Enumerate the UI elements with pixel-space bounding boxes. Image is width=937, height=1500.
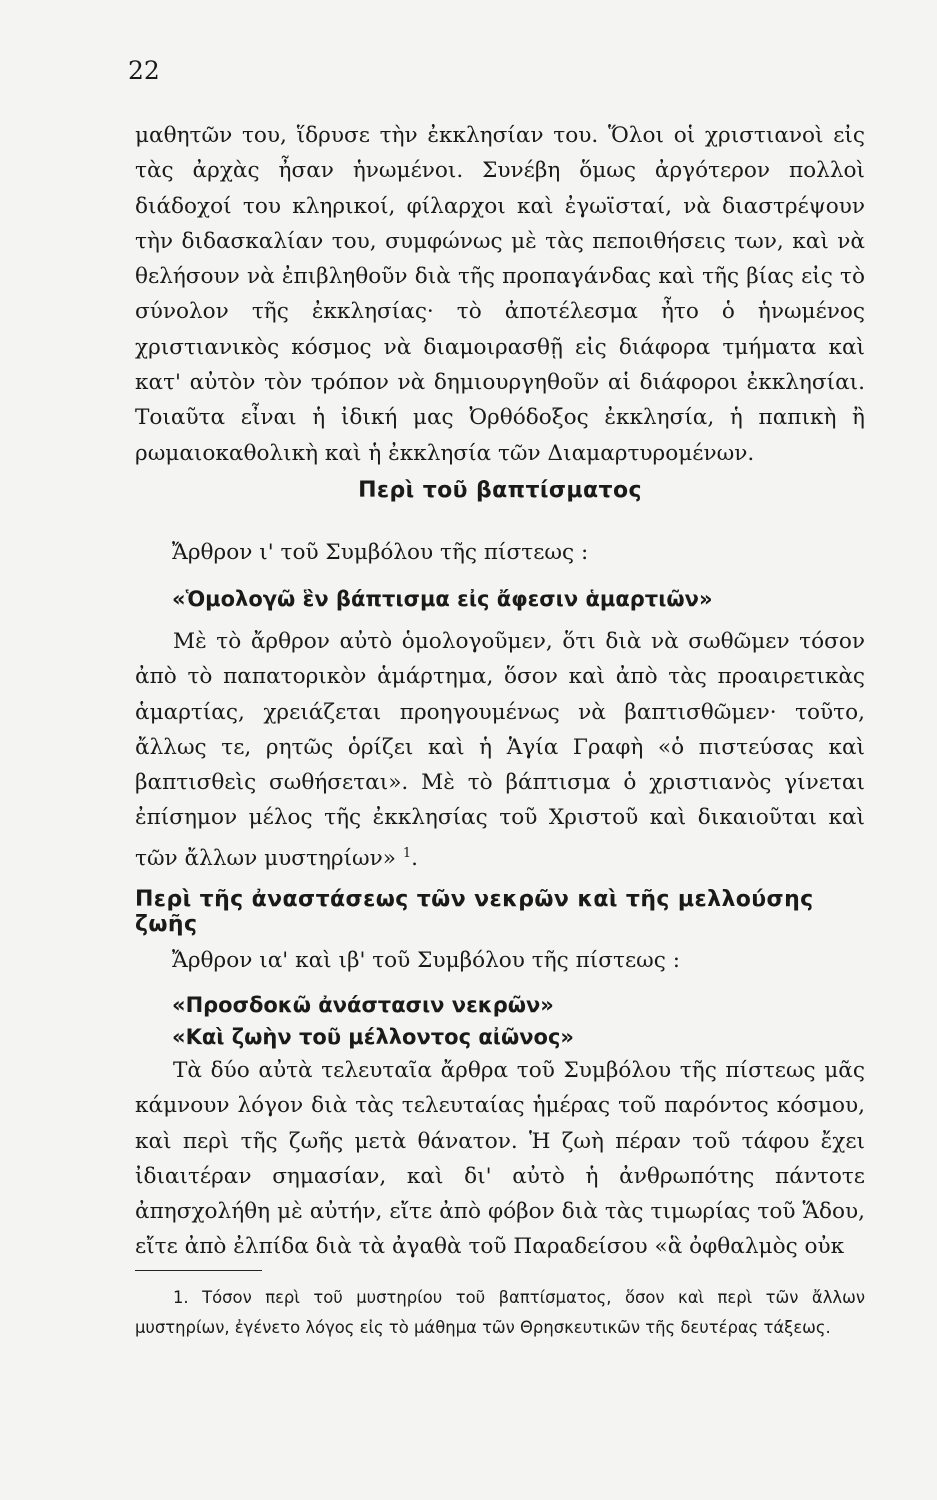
section-heading-baptism: Περὶ τοῦ βαπτίσματος bbox=[358, 478, 642, 503]
article-reference-resurrection: Ἄρθρον ια' καὶ ιβ' τοῦ Συμβόλου τῆς πίστεως : bbox=[172, 948, 680, 973]
baptism-paragraph-end: . bbox=[411, 845, 418, 871]
resurrection-paragraph-block bbox=[135, 1053, 865, 1265]
article-reference-baptism: Ἄρθρον ι' τοῦ Συμβόλου τῆς πίστεως : bbox=[172, 540, 589, 565]
creed-quote-baptism: «Ὁμολογῶ ἓν βάπτισμα εἰς ἄφεσιν ἁμαρτιῶν» bbox=[172, 587, 713, 611]
baptism-paragraph bbox=[135, 624, 865, 876]
page-number: 22 bbox=[128, 56, 160, 85]
section-heading-resurrection: Περὶ τῆς ἀναστάσεως τῶν νεκρῶν καὶ τῆς μελλούσης ζωῆς bbox=[135, 887, 814, 937]
creed-quote-resurrection: «Προσδοκῶ ἀνάστασιν νεκρῶν» bbox=[172, 993, 554, 1017]
intro-paragraph-block bbox=[135, 118, 865, 471]
footnote-reference[interactable]: 1 bbox=[402, 845, 412, 861]
baptism-paragraph-block bbox=[135, 624, 865, 876]
intro-paragraph: μαθητῶν του, ἵδρυσε τὴν ἐκκλησίαν του. Ὅλοι οἱ χριστιανοὶ εἰς τὰς ἀρχὰς ἦσαν ἡνωμένοι. Συνέβη ὅμως ἀργότερον πολλοὶ διάδοχοί του κληρικοί, φίλαρχοι καὶ ἐγωϊσταί, νὰ διαστρέψουν τὴν διδασκαλίαν του, συμφώνως μὲ τὰς πεποιθήσεις των, καὶ νὰ θελήσουν νὰ ἐπιβληθοῦν διὰ τῆς προπαγάνδας καὶ τῆς βίας εἰς τὸ σύνολον τῆς ἐκκλησίας· τὸ ἀποτέλεσμα ἦτο ὁ ἡνωμένος χριστιανικὸς κόσμος νὰ διαμοιρασθῇ εἰς διάφορα τμήματα καὶ κατ' αὐτὸν τὸν τρόπον νὰ δημιουργηθοῦν αἱ διάφοροι ἐκκλησίαι. Τοιαῦτα εἶναι ἡ ἰδική μας Ὀρθόδοξος ἐκκλησία, ἡ παπικὴ ἢ ρωμαιοκαθολικὴ καὶ ἡ ἐκκλησία τῶν Διαμαρτυρομένων. bbox=[135, 123, 865, 466]
footnote-divider bbox=[135, 1270, 262, 1271]
creed-quote-future-life: «Καὶ ζωὴν τοῦ μέλλοντος αἰῶνος» bbox=[172, 1025, 574, 1049]
footnote: 1. Τόσον περὶ τοῦ μυστηρίου τοῦ βαπτίσματος, ὅσον καὶ περὶ τῶν ἄλλων μυστηρίων, ἐγένετο λόγος εἰς τὸ μάθημα τῶν Θρησκευτικῶν τῆς δευτέρας τάξεως. bbox=[135, 1288, 865, 1337]
resurrection-paragraph: Τὰ δύο αὐτὰ τελευταῖα ἄρθρα τοῦ Συμβόλου τῆς πίστεως μᾶς κάμνουν λόγον διὰ τὰς τελευταίας ἡμέρας τοῦ παρόντος κόσμου, καὶ περὶ τῆς ζωῆς μετὰ θάνατον. Ἡ ζωὴ πέραν τοῦ τάφου ἔχει ἰδιαιτέραν σημασίαν, καὶ δι' αὐτὸ ἡ ἀνθρωπότης πάντοτε ἀπησχολήθη μὲ αὐτήν, εἴτε ἀπὸ φόβον διὰ τὰς τιμωρίας τοῦ Ἅδου, εἴτε ἀπὸ ἐλπίδα διὰ τὰ ἀγαθὰ τοῦ Παραδείσου «ἃ ὀφθαλμὸς οὐκ bbox=[135, 1058, 865, 1260]
baptism-paragraph-text: Μὲ τὸ ἄρθρον αὐτὸ ὁμολογοῦμεν, ὅτι διὰ νὰ σωθῶμεν τόσον ἀπὸ τὸ παπατορικὸν ἁμάρτημα, ὅσον καὶ ἀπὸ τὰς προαιρετικὰς ἁμαρτίας, χρειάζεται προηγουμένως νὰ βαπτισθῶμεν· τοῦτο, ἄλλως τε, ρητῶς ὁρίζει καὶ ἡ Ἁγία Γραφὴ «ὁ πιστεύσας καὶ βαπτισθεὶς σωθήσεται». Μὲ τὸ βάπτισμα ὁ χριστιανὸς γίνεται ἐπίσημον μέλος τῆς ἐκκλησίας τοῦ Χριστοῦ καὶ δικαιοῦται καὶ τῶν ἄλλων μυστηρίων» bbox=[135, 629, 865, 871]
